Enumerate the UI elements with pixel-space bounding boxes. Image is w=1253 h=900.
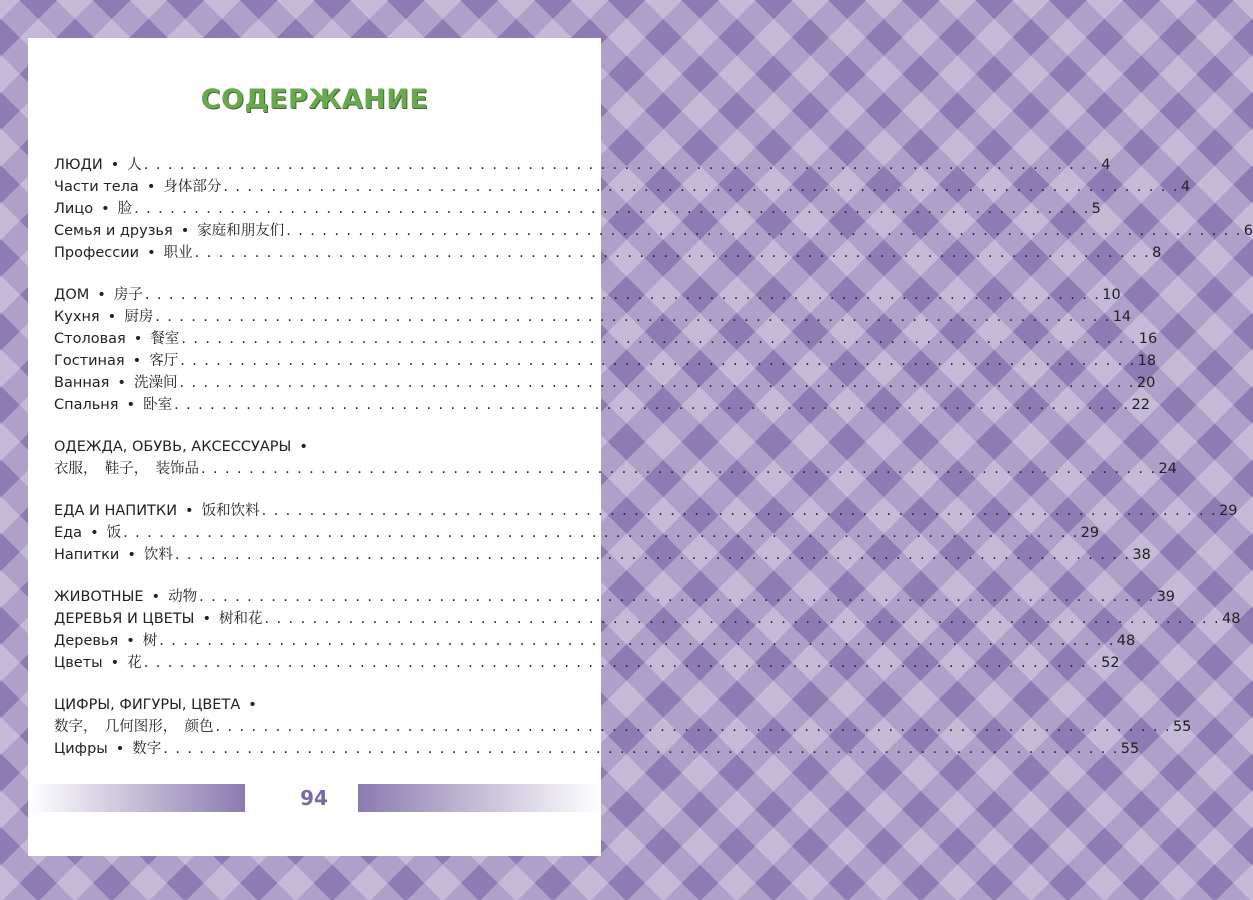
toc-entry-chinese: 衣服， 鞋子， 装饰品 <box>54 461 199 477</box>
dot-leader: . . . . . . . . . . . . . . . . . . . . . . . . . . . . . . . . . . . . . . . . . . . . . . . . . . . . . . . . . . . . . . . . . . . . . . . . . . . . . . . . <box>286 223 1242 239</box>
dot-leader: . . . . . . . . . . . . . . . . . . . . . . . . . . . . . . . . . . . . . . . . . . . . . . . . . . . . . . . . . . . . . . . . . . . . . . . . . . . . . . . . <box>223 179 1179 195</box>
bullet-separator: • <box>185 503 194 519</box>
toc-entry[interactable] <box>54 394 1150 416</box>
toc-entry-russian: Цифры <box>54 741 108 757</box>
section-gap <box>54 566 577 586</box>
toc-entry-russian: Семья и друзья <box>54 223 173 239</box>
toc-entry-label <box>54 694 265 716</box>
page-sheet <box>28 38 1253 856</box>
toc-entry-russian: Профессии <box>54 245 140 261</box>
toc-entry[interactable] <box>54 198 1101 220</box>
toc-entry-label <box>54 544 173 566</box>
toc-entry[interactable] <box>54 608 1241 630</box>
toc-entry[interactable] <box>54 522 1100 544</box>
toc-entry-russian: Еда <box>54 525 83 541</box>
bullet-separator: • <box>110 655 120 671</box>
dot-leader: . . . . . . . . . . . . . . . . . . . . . . . . . . . . . . . . . . . . . . . . . . . . . . . . . . . . . . . . . . . . . . . . . . . . . . . . . . . . . . . . <box>215 719 1171 735</box>
toc-entry-page: 29 <box>1080 525 1100 541</box>
toc-entry-russian: Столовая <box>54 331 126 347</box>
toc-entry-chinese: 人 <box>127 157 142 173</box>
section-gap <box>54 264 577 284</box>
page-title: СОДЕРЖАНИЕ <box>200 84 429 115</box>
toc-entry-russian: ДОМ <box>54 287 90 303</box>
dot-leader: . . . . . . . . . . . . . . . . . . . . . . . . . . . . . . . . . . . . . . . . . . . . . . . . . . . . . . . . . . . . . . . . . . . . . . . . . . . . . . . . <box>174 547 1131 563</box>
toc-entry-label <box>54 176 221 198</box>
bullet-separator: • <box>151 589 161 605</box>
toc-entry-russian: ОДЕЖДА, ОБУВЬ, АКСЕССУАРЫ <box>54 439 292 455</box>
toc-entry-continuation[interactable] <box>54 458 1177 480</box>
dot-leader: . . . . . . . . . . . . . . . . . . . . . . . . . . . . . . . . . . . . . . . . . . . . . . . . . . . . . . . . . . . . . . . . . . . . . . . . . . . . . . . . <box>179 375 1135 391</box>
toc-entry[interactable] <box>54 630 1136 652</box>
toc-entry[interactable] <box>54 350 1157 372</box>
dot-leader: . . . . . . . . . . . . . . . . . . . . . . . . . . . . . . . . . . . . . . . . . . . . . . . . . . . . . . . . . . . . . . . . . . . . . . . . . . . . . . . . <box>143 157 1100 173</box>
toc-entry[interactable] <box>54 176 1191 198</box>
toc-entry-label <box>54 154 142 176</box>
toc-entry-chinese: 花 <box>127 655 142 671</box>
toc-entry-label <box>54 394 172 416</box>
toc-entry-continuation[interactable] <box>54 716 1192 738</box>
toc-entry-russian: ЦИФРЫ, ФИГУРЫ, ЦВЕТА <box>54 697 241 713</box>
bullet-separator: • <box>101 201 110 217</box>
toc-entry-page: 4 <box>1101 157 1111 173</box>
toc-entry-russian: Деревья <box>54 633 119 649</box>
footer-bar-right <box>358 784 601 812</box>
toc-entry-chinese: 房子 <box>113 287 143 303</box>
toc-entry-page: 16 <box>1138 331 1158 347</box>
toc-entry-russian: ДЕРЕВЬЯ И ЦВЕТЫ <box>54 611 195 627</box>
toc-entry-label <box>54 372 177 394</box>
toc-entry-page: 6 <box>1243 223 1253 239</box>
toc-entry-chinese: 饭 <box>106 525 122 541</box>
toc-entry-page: 8 <box>1152 245 1162 261</box>
toc-entry-label <box>54 608 263 630</box>
toc-entry-chinese: 树 <box>142 633 158 649</box>
toc-entry-page: 24 <box>1158 461 1177 477</box>
toc-entry[interactable] <box>54 372 1156 394</box>
bullet-separator: • <box>180 223 190 239</box>
bullet-separator: • <box>133 331 143 347</box>
bullet-separator: • <box>299 439 308 455</box>
bullet-separator: • <box>147 245 156 261</box>
toc-entry[interactable] <box>54 306 1132 328</box>
toc-entry-page: 5 <box>1091 201 1101 217</box>
toc-entry-russian: ЖИВОТНЫЕ <box>54 589 144 605</box>
dot-leader: . . . . . . . . . . . . . . . . . . . . . . . . . . . . . . . . . . . . . . . . . . . . . . . . . . . . . . . . . . . . . . . . . . . . . . . . . . . . . . . . <box>201 461 1157 477</box>
dot-leader: . . . . . . . . . . . . . . . . . . . . . . . . . . . . . . . . . . . . . . . . . . . . . . . . . . . . . . . . . . . . . . . . . . . . . . . . . . . . . . . . <box>143 655 1100 671</box>
toc-entry-chinese: 数字 <box>132 741 162 757</box>
toc-entry-chinese: 洗澡间 <box>133 375 178 391</box>
toc-entry-chinese: 家庭和朋友们 <box>197 223 285 239</box>
toc-entry-label <box>54 436 316 458</box>
bullet-separator: • <box>127 547 136 563</box>
toc-entry-chinese: 职业 <box>163 245 193 261</box>
section-gap <box>54 480 577 500</box>
toc-entry-chinese: 动物 <box>168 589 198 605</box>
bullet-separator: • <box>115 741 125 757</box>
toc-entry-page: 55 <box>1120 741 1140 757</box>
toc-entry-chinese: 厨房 <box>124 309 154 325</box>
bullet-separator: • <box>126 397 136 413</box>
toc-entry-chinese: 客厅 <box>149 353 179 369</box>
toc-entry-chinese: 数字， 几何图形， 颜色 <box>54 719 214 735</box>
toc-entry-russian: Лицо <box>54 201 94 217</box>
bullet-separator: • <box>248 697 257 713</box>
toc-entry-page: 10 <box>1102 287 1121 303</box>
toc-entry[interactable] <box>54 436 577 458</box>
toc-entry-label <box>54 652 142 674</box>
toc-entry-page: 38 <box>1132 547 1151 563</box>
toc-entry-russian: ЛЮДИ <box>54 157 103 173</box>
toc-entry-chinese: 餐室 <box>150 331 180 347</box>
dot-leader: . . . . . . . . . . . . . . . . . . . . . . . . . . . . . . . . . . . . . . . . . . . . . . . . . . . . . . . . . . . . . . . . . . . . . . . . . . . . . . . . <box>123 525 1079 541</box>
dot-leader: . . . . . . . . . . . . . . . . . . . . . . . . . . . . . . . . . . . . . . . . . . . . . . . . . . . . . . . . . . . . . . . . . . . . . . . . . . . . . . . . <box>155 309 1111 325</box>
toc-entry[interactable] <box>54 652 1120 674</box>
toc-entry-chinese: 树和花 <box>219 611 263 627</box>
bullet-separator: • <box>110 157 120 173</box>
dot-leader: . . . . . . . . . . . . . . . . . . . . . . . . . . . . . . . . . . . . . . . . . . . . . . . . . . . . . . . . . . . . . . . . . . . . . . . . . . . . . . . . <box>264 611 1220 627</box>
toc-entry-russian: Цветы <box>54 655 103 671</box>
toc-entry-page: 55 <box>1172 719 1192 735</box>
table-of-contents <box>54 154 1253 760</box>
toc-entry-label <box>54 328 179 350</box>
dot-leader: . . . . . . . . . . . . . . . . . . . . . . . . . . . . . . . . . . . . . . . . . . . . . . . . . . . . . . . . . . . . . . . . . . . . . . . . . . . . . . . . <box>180 353 1136 369</box>
dot-leader: . . . . . . . . . . . . . . . . . . . . . . . . . . . . . . . . . . . . . . . . . . . . . . . . . . . . . . . . . . . . . . . . . . . . . . . . . . . . . . . . <box>159 633 1115 649</box>
toc-entry-russian: Гостиная <box>54 353 125 369</box>
toc-entry[interactable] <box>54 284 1121 306</box>
page-footer <box>28 784 601 812</box>
toc-entry-russian: Части тела <box>54 179 139 195</box>
toc-entry-page: 14 <box>1112 309 1132 325</box>
toc-entry-chinese: 饮料 <box>143 547 173 563</box>
bullet-separator: • <box>107 309 117 325</box>
bullet-separator: • <box>90 525 99 541</box>
toc-entry-chinese: 脸 <box>117 201 133 217</box>
toc-entry[interactable] <box>54 220 1253 242</box>
toc-entry-page: 48 <box>1221 611 1241 627</box>
toc-entry-label <box>54 284 143 306</box>
toc-entry-page: 48 <box>1116 633 1136 649</box>
bullet-separator: • <box>126 633 135 649</box>
toc-entry-label <box>54 500 260 522</box>
toc-entry-page: 22 <box>1131 397 1150 413</box>
toc-entry-russian: Спальня <box>54 397 119 413</box>
toc-entry-page: 52 <box>1101 655 1120 671</box>
toc-entry-label <box>54 738 161 760</box>
toc-entry-page: 20 <box>1136 375 1156 391</box>
toc-entry[interactable] <box>54 544 1151 566</box>
bullet-separator: • <box>202 611 212 627</box>
toc-entry[interactable] <box>54 242 1162 264</box>
dot-leader: . . . . . . . . . . . . . . . . . . . . . . . . . . . . . . . . . . . . . . . . . . . . . . . . . . . . . . . . . . . . . . . . . . . . . . . . . . . . . . . . <box>261 503 1218 519</box>
toc-entry-russian: Кухня <box>54 309 100 325</box>
toc-entry-chinese: 饭和饮料 <box>201 503 260 519</box>
page-number: 94 <box>300 786 328 810</box>
bullet-separator: • <box>117 375 126 391</box>
section-gap <box>54 674 577 694</box>
toc-entry-page: 18 <box>1137 353 1157 369</box>
toc-entry-russian: Напитки <box>54 547 120 563</box>
section-gap <box>54 416 577 436</box>
dot-leader: . . . . . . . . . . . . . . . . . . . . . . . . . . . . . . . . . . . . . . . . . . . . . . . . . . . . . . . . . . . . . . . . . . . . . . . . . . . . . . . . <box>194 245 1151 261</box>
dot-leader: . . . . . . . . . . . . . . . . . . . . . . . . . . . . . . . . . . . . . . . . . . . . . . . . . . . . . . . . . . . . . . . . . . . . . . . . . . . . . . . . <box>181 331 1137 347</box>
toc-entry-label <box>54 198 132 220</box>
toc-entry[interactable] <box>54 328 1158 350</box>
toc-entry[interactable] <box>54 500 1238 522</box>
toc-entry[interactable] <box>54 694 577 716</box>
dot-leader: . . . . . . . . . . . . . . . . . . . . . . . . . . . . . . . . . . . . . . . . . . . . . . . . . . . . . . . . . . . . . . . . . . . . . . . . . . . . . . . . <box>134 201 1090 217</box>
toc-entry-label <box>54 630 157 652</box>
toc-entry-russian: Ванная <box>54 375 110 391</box>
toc-entry[interactable] <box>54 586 1176 608</box>
dot-leader: . . . . . . . . . . . . . . . . . . . . . . . . . . . . . . . . . . . . . . . . . . . . . . . . . . . . . . . . . . . . . . . . . . . . . . . . . . . . . . . . <box>163 741 1119 757</box>
toc-entry-label <box>54 522 121 544</box>
toc-entry-page: 39 <box>1156 589 1176 605</box>
bullet-separator: • <box>97 287 106 303</box>
dot-leader: . . . . . . . . . . . . . . . . . . . . . . . . . . . . . . . . . . . . . . . . . . . . . . . . . . . . . . . . . . . . . . . . . . . . . . . . . . . . . . . . <box>144 287 1101 303</box>
toc-entry-page: 29 <box>1219 503 1238 519</box>
toc-entry-chinese: 身体部分 <box>163 179 222 195</box>
toc-entry-page: 4 <box>1180 179 1191 195</box>
dot-leader: . . . . . . . . . . . . . . . . . . . . . . . . . . . . . . . . . . . . . . . . . . . . . . . . . . . . . . . . . . . . . . . . . . . . . . . . . . . . . . . . <box>174 397 1130 413</box>
footer-bar-left <box>28 784 245 812</box>
toc-entry-label <box>54 306 153 328</box>
toc-entry-label <box>54 350 178 372</box>
toc-entry-russian: ЕДА И НАПИТКИ <box>54 503 178 519</box>
toc-entry[interactable] <box>54 738 1140 760</box>
bullet-separator: • <box>132 353 142 369</box>
toc-entry-label <box>54 242 193 264</box>
toc-entry-label <box>54 220 284 242</box>
toc-entry-chinese: 卧室 <box>143 397 173 413</box>
toc-entry[interactable] <box>54 154 1111 176</box>
dot-leader: . . . . . . . . . . . . . . . . . . . . . . . . . . . . . . . . . . . . . . . . . . . . . . . . . . . . . . . . . . . . . . . . . . . . . . . . . . . . . . . . <box>199 589 1155 605</box>
bullet-separator: • <box>146 179 156 195</box>
toc-entry-label <box>54 586 197 608</box>
